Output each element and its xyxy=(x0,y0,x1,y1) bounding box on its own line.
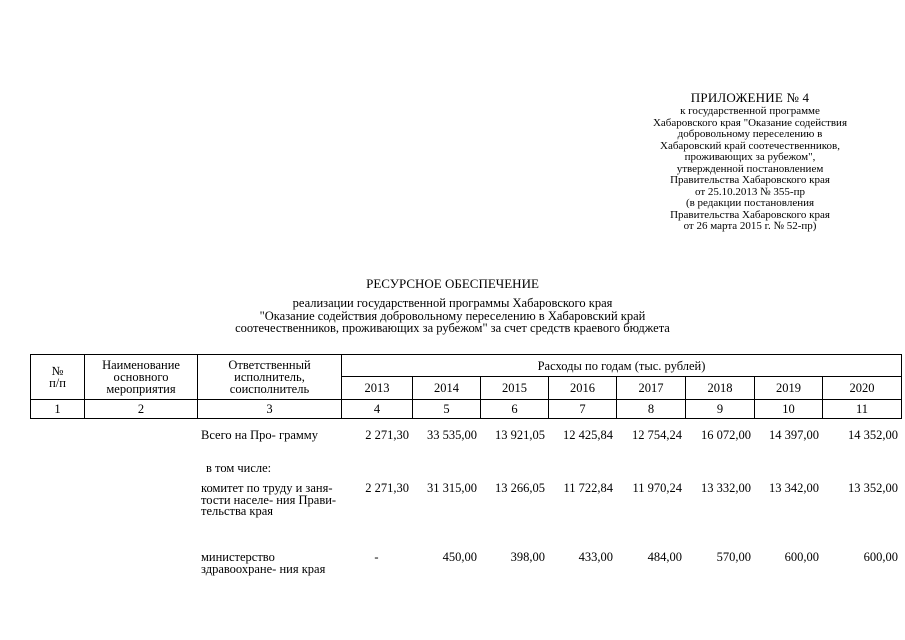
table-row xyxy=(30,463,901,483)
column-number: 3 xyxy=(198,400,342,419)
row-value: 450,00 xyxy=(442,550,477,564)
row-value: 14 352,00 xyxy=(848,428,898,442)
column-number: 11 xyxy=(823,400,902,419)
year-2016: 2016 xyxy=(549,377,617,400)
row-value: - xyxy=(374,550,379,564)
row-value: 11 722,84 xyxy=(563,481,613,495)
appendix-line: от 26 марта 2015 г. № 52-пр) xyxy=(683,220,817,232)
appendix-line: добровольному переселению в xyxy=(677,128,823,140)
row-value: 14 397,00 xyxy=(769,428,819,442)
appendix-line: Хабаровский край соотечественников, xyxy=(660,139,840,152)
row-value: 31 315,00 xyxy=(427,481,477,495)
appendix-title: ПРИЛОЖЕНИЕ № 4 xyxy=(690,90,810,105)
appendix-line: Правительства Хабаровского края xyxy=(670,174,830,186)
row-value: 398,00 xyxy=(510,550,545,564)
year-2017: 2017 xyxy=(617,377,686,400)
appendix-line: (в редакции постановления xyxy=(685,197,815,209)
table-row xyxy=(30,552,901,592)
column-number: 2 xyxy=(85,400,198,419)
row-value: 484,00 xyxy=(647,550,682,564)
header-name: Наименование основного мероприятия xyxy=(85,355,198,400)
column-number: 7 xyxy=(549,400,617,419)
row-value: 11 970,24 xyxy=(632,481,682,495)
row-value: 12 425,84 xyxy=(563,428,613,442)
appendix-line: проживающих за рубежом", xyxy=(684,151,816,163)
row-value: 13 332,00 xyxy=(701,481,751,495)
row-value: 13 266,05 xyxy=(495,481,545,495)
row-value: 570,00 xyxy=(716,550,751,564)
appendix-line: Правительства Хабаровского края xyxy=(670,208,830,221)
appendix-line: утвержденной постановлением xyxy=(676,162,824,175)
column-number: 4 xyxy=(342,400,413,419)
row-value: 33 535,00 xyxy=(427,428,477,442)
row-value: 600,00 xyxy=(784,550,819,564)
row-value: 600,00 xyxy=(863,550,898,564)
row-value: 433,00 xyxy=(578,550,613,564)
header-executor: Ответственный исполнитель, соисполнитель xyxy=(198,355,342,400)
row-name: Всего на Про- грамму xyxy=(201,428,318,442)
document-title: РЕСУРСНОЕ ОБЕСПЕЧЕНИЕ xyxy=(366,276,539,291)
column-number: 8 xyxy=(617,400,686,419)
row-name: комитет по труду и заня- тости населе- ния Прави- тельства края xyxy=(201,481,337,518)
resource-table-body xyxy=(30,430,901,592)
year-2015: 2015 xyxy=(481,377,549,400)
appendix-line: от 25.10.2013 № 355-пр xyxy=(695,185,805,198)
year-2019: 2019 xyxy=(755,377,823,400)
document-heading xyxy=(0,276,905,335)
column-number: 9 xyxy=(686,400,755,419)
year-2020: 2020 xyxy=(823,377,902,400)
row-value: 13 352,00 xyxy=(848,481,898,495)
resource-table-header xyxy=(30,354,902,419)
row-value: 13 342,00 xyxy=(769,481,819,495)
year-2018: 2018 xyxy=(686,377,755,400)
column-number: 1 xyxy=(31,400,85,419)
row-value: 2 271,30 xyxy=(365,428,409,442)
table-row xyxy=(30,430,901,463)
year-2013: 2013 xyxy=(342,377,413,400)
column-number: 6 xyxy=(481,400,549,419)
appendix-line: к государственной программе xyxy=(680,105,820,117)
header-num: № п/п xyxy=(31,355,85,400)
row-value: 2 271,30 xyxy=(365,481,409,495)
table-row xyxy=(30,483,901,552)
row-name: в том числе: xyxy=(206,461,272,475)
row-value: 12 754,24 xyxy=(632,428,682,442)
column-number: 5 xyxy=(413,400,481,419)
document-subtitle-line: соотечественников, проживающих за рубежом" за счет средств краевого бюджета xyxy=(235,321,670,335)
document-subtitle-line: "Оказание содействия добровольному переселению в Хабаровский край xyxy=(259,308,646,323)
appendix-block xyxy=(600,90,900,233)
document-subtitle-line: реализации государственной программы Хабаровского края xyxy=(292,296,613,310)
row-name: министерство здравоохране- ния края xyxy=(201,550,326,576)
row-value: 13 921,05 xyxy=(495,428,545,442)
column-number: 10 xyxy=(755,400,823,419)
appendix-line: Хабаровского края "Оказание содействия xyxy=(652,116,847,129)
row-value: 16 072,00 xyxy=(701,428,751,442)
header-expenses: Расходы по годам (тыс. рублей) xyxy=(342,355,902,377)
year-2014: 2014 xyxy=(413,377,481,400)
